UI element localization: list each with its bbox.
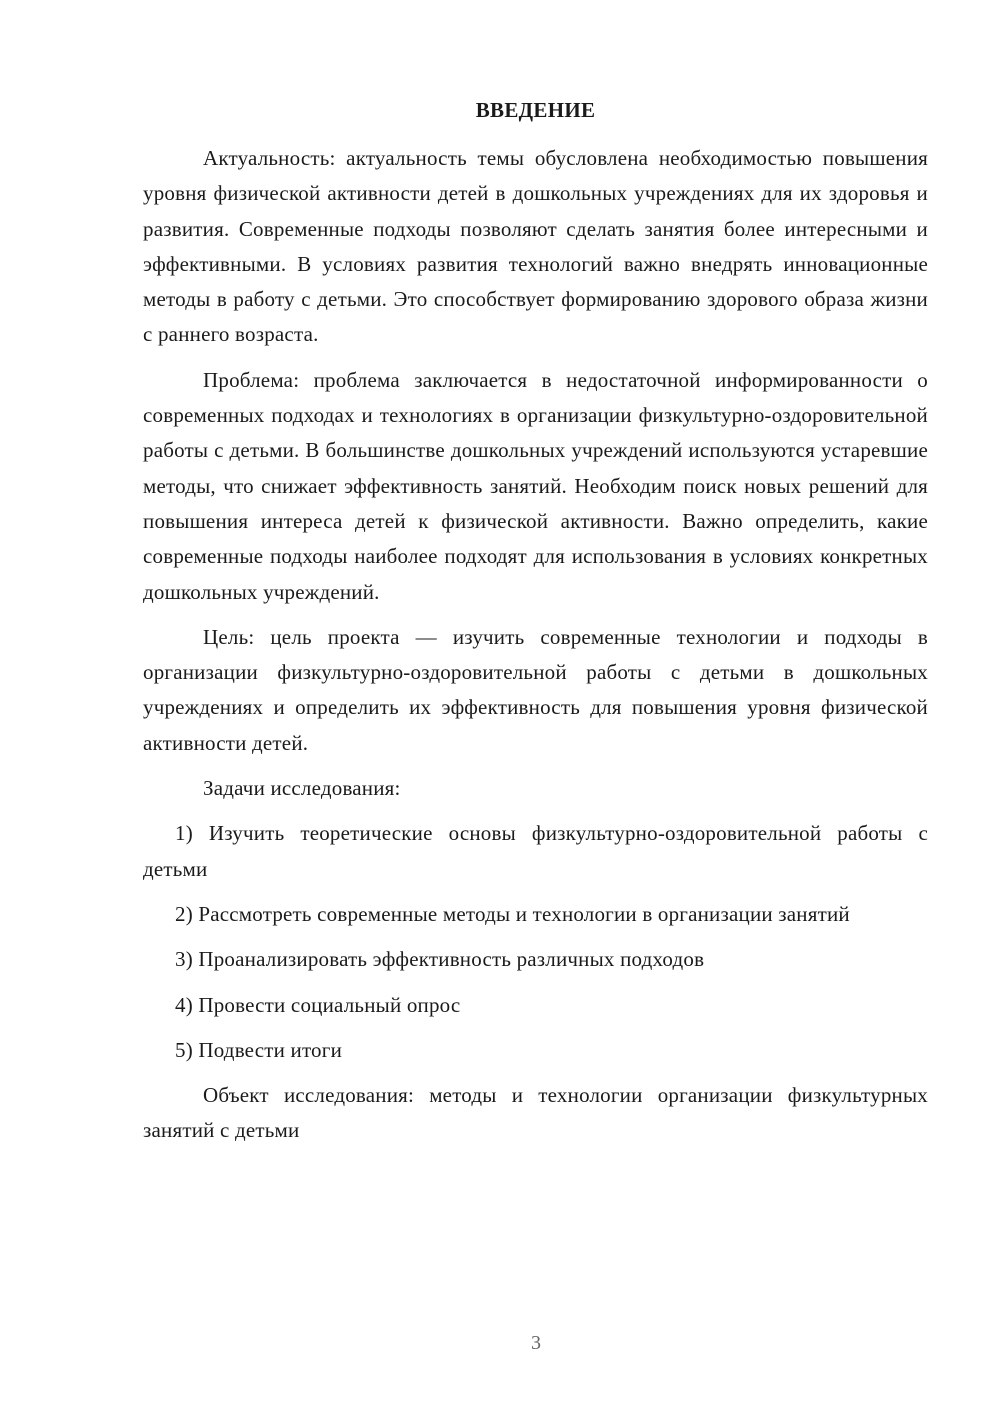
list-item: 1) Изучить теоретические основы физкультурно-оздоровительной работы с детьми [143, 821, 928, 881]
list-item: 4) Провести социальный опрос [175, 992, 461, 1017]
section-heading: ВВЕДЕНИЕ [475, 98, 596, 122]
paragraph-problem: Проблема: проблема заключается в недостаточной информированности о современных подходах и технологиях в организации физкультурно-оздоровительной работы с детьми. В большинстве дошкольных учреждений используются устаревшие методы, что снижает эффективность занятий. Необходим поиск новых решений для повышения интереса детей к физической активности. Важно определить, какие современные подходы наиболее подходят для использования в условиях конкретных дошкольных учреждений. [143, 367, 928, 604]
page-content [143, 95, 928, 1159]
paragraph-relevance: Актуальность: актуальность темы обусловлена необходимостью повышения уровня физической активности детей в дошкольных учреждениях для их здоровья и развития. Современные подходы позволяют сделать занятия более интересными и эффективными. В условиях развития технологий важно внедрять инновационные методы в работу с детьми. Это способствует формированию здорового образа жизни с раннего возраста. [143, 146, 928, 347]
list-item: 5) Подвести итоги [175, 1037, 343, 1062]
page-number: 3 [531, 1332, 541, 1354]
paragraph-tasks-title: Задачи исследования: [203, 776, 401, 801]
list-item: 2) Рассмотреть современные методы и технологии в организации занятий [175, 901, 850, 926]
paragraph-goal: Цель: цель проекта — изучить современные технологии и подходы в организации физкультурно-оздоровительной работы с детьми в дошкольных учреждениях и определить их эффективность для повышения уровня физической активности детей. [143, 624, 928, 755]
paragraph-object: Объект исследования: методы и технологии организации физкультурных занятий с детьми [143, 1083, 928, 1143]
tasks-list [143, 816, 928, 1068]
list-item: 3) Проанализировать эффективность различных подходов [175, 947, 705, 972]
